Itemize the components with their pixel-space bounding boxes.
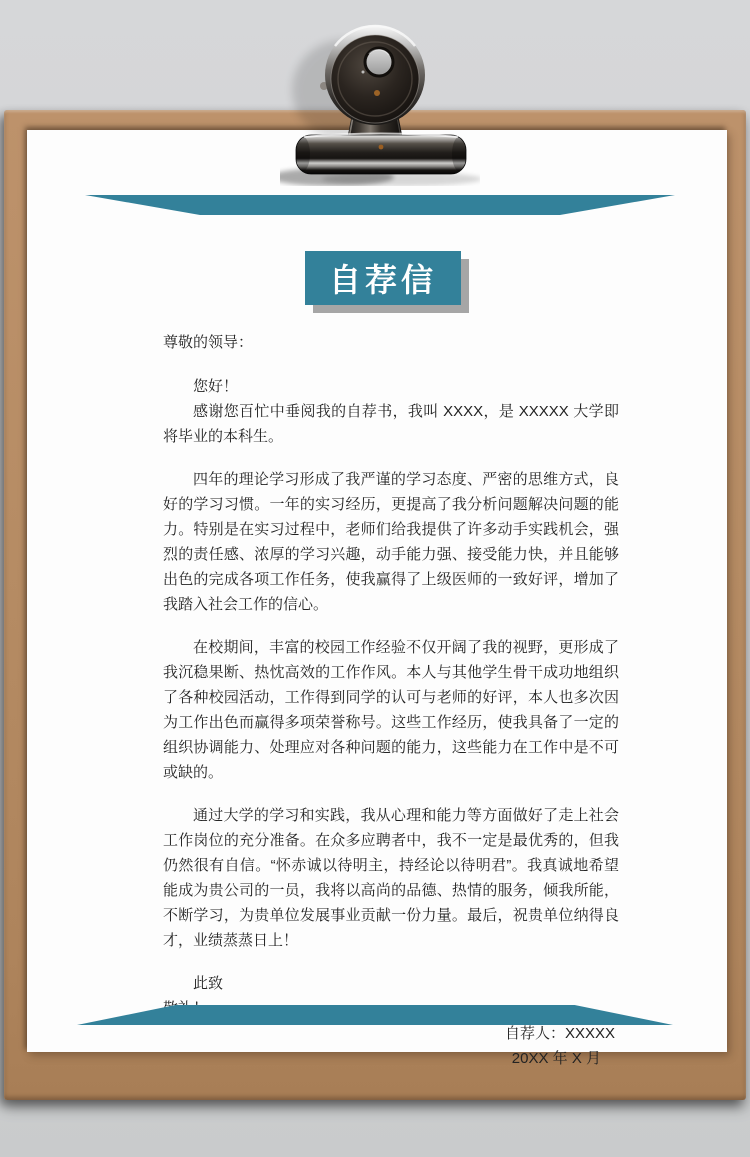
paragraph-2: 在校期间，丰富的校园工作经验不仅开阔了我的视野，更形成了我沉稳果断、热忱高效的工作作风。本人与其他学生骨干成功地组织了各种校园活动，工作得到同学的认可与老师的好评，本人也多次因为工作出色而赢得多项荣誉称号。这些工作经历，使我具备了一定的组织协调能力、处理应对各种问题的能力，这些能力在工作中是不可或缺的。 xyxy=(163,639,619,781)
paragraph-3: 通过大学的学习和实践，我从心理和能力等方面做好了走上社会工作岗位的充分准备。在众多应聘者中，我不一定是最优秀的，但我仍然很有自信。“怀赤诚以待明主，持经论以待明君”。我真诚地希望能成为贵公司的一员，我将以高尚的品德、热情的服务，倾我所能，不断学习，为贵单位发展事业贡献一份力量。最后，祝贵单位纳得良才，业绩蒸蒸日上！ xyxy=(163,807,619,949)
salutation: 尊敬的领导： xyxy=(163,334,254,351)
signature-date: 20XX 年 X 月 xyxy=(511,1050,601,1067)
letter-title: 自荐信 xyxy=(328,262,437,298)
letter-body xyxy=(163,330,619,1071)
paragraph-1: 四年的理论学习形成了我严谨的学习态度、严密的思维方式，良好的学习习惯。一年的实习经历，更提高了我分析问题解决问题的能力。特别是在实习过程中，老师们给我提供了许多动手实践机会，强烈的责任感、浓厚的学习兴趣，动手能力强、接受能力快，并且能够出色的完成各项工作任务，使我赢得了上级医师的一致好评，增加了我踏入社会工作的信心。 xyxy=(163,471,619,613)
top-ribbon xyxy=(85,195,675,215)
letter-title-box xyxy=(305,251,461,305)
signature-name: 自荐人：XXXXX xyxy=(504,1025,615,1042)
intro-line: 感谢您百忙中垂阅我的自荐书，我叫 XXXX，是 XXXXX 大学即将毕业的本科生。 xyxy=(163,403,619,445)
bottom-ribbon xyxy=(77,1005,673,1025)
greeting: 您好！ xyxy=(193,378,239,395)
closing-cizhi: 此致 xyxy=(193,975,224,992)
letter-paper xyxy=(27,130,727,1067)
binder-clip-icon xyxy=(280,16,480,186)
